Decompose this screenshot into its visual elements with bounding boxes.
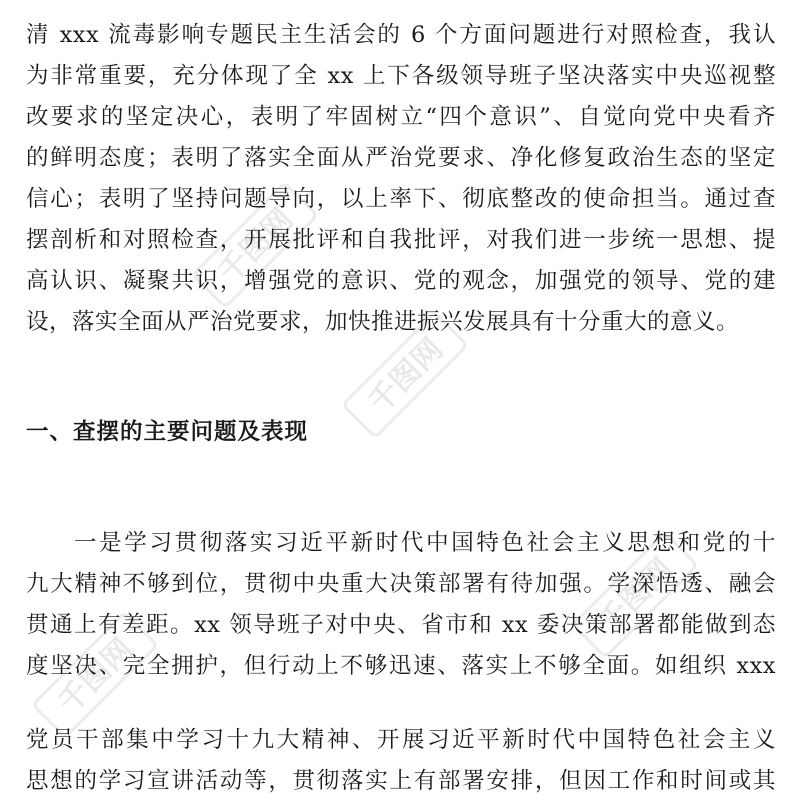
text-line: 摆剖析和对照检查，开展批评和自我批评，对我们进一步统一思想、提 — [26, 227, 776, 253]
text-line: 度坚决、完全拥护，但行动上不够迅速、落实上不够全面。如组织 xxx — [26, 653, 776, 679]
text-line: 贯通上有差距。xx 领导班子对中央、省市和 xx 委决策部署都能做到态 — [26, 612, 776, 638]
text-line: 清 xxx 流毒影响专题民主生活会的 6 个方面问题进行对照检查，我认 — [26, 22, 776, 48]
text-line: 为非常重要，充分体现了全 xx 上下各级领导班子坚决落实中央巡视整 — [26, 63, 776, 89]
text-line: 改要求的坚定决心，表明了牢固树立“四个意识”、自觉向党中央看齐 — [26, 104, 776, 130]
text-line: 设，落实全面从严治党要求，加快推进振兴发展具有十分重大的意义。 — [26, 309, 740, 335]
text-line: 高认识、凝聚共识，增强党的意识、党的观念，加强党的领导、党的建 — [26, 268, 776, 294]
watermark-text: 千图网 — [591, 551, 681, 641]
text-line: 党员干部集中学习十九大精神、开展习近平新时代中国特色社会主义 — [26, 727, 776, 753]
text-line: 的鲜明态度；表明了落实全面从严治党要求、净化修复政治生态的坚定 — [26, 145, 776, 171]
text-line: 信心；表明了坚持问题导向，以上率下、彻底整改的使命担当。通过查 — [26, 186, 776, 212]
watermark-text: 千图网 — [211, 201, 301, 291]
section-heading: 一、查摆的主要问题及表现 — [26, 419, 309, 445]
text-line: 一是学习贯彻落实习近平新时代中国特色社会主义思想和党的十 — [74, 530, 776, 556]
watermark-text: 千图网 — [361, 331, 451, 421]
text-line: 思想的学习宣讲活动等，贯彻落实上有部署安排，但因工作和时间或其 — [26, 768, 776, 794]
watermark-text: 千图网 — [51, 631, 141, 721]
text-line: 九大精神不够到位，贯彻中央重大决策部署有待加强。学深悟透、融会 — [26, 571, 776, 597]
